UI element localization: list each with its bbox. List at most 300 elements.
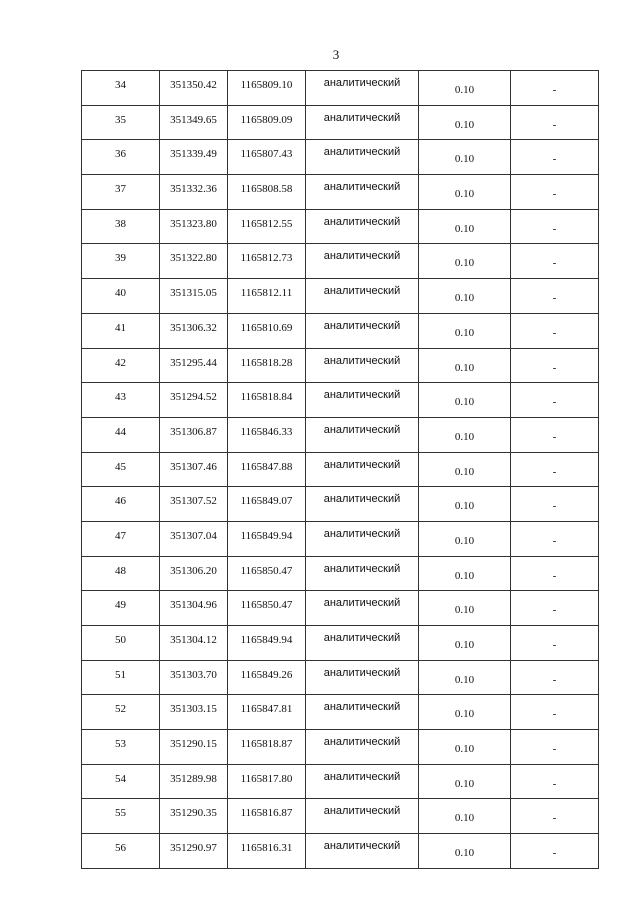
table-row — [82, 279, 599, 314]
point-number-cell — [82, 799, 160, 834]
method-cell-text: аналитический — [323, 493, 401, 506]
note-cell-text: - — [552, 534, 557, 547]
x-coordinate-cell — [160, 348, 228, 383]
point-number-cell-text: 52 — [115, 703, 126, 716]
x-coordinate-cell-text: 351306.87 — [170, 425, 217, 438]
point-number-cell — [82, 730, 160, 765]
point-number-cell-text: 54 — [115, 772, 126, 785]
y-coordinate-cell-text: 1165808.58 — [240, 183, 293, 196]
y-coordinate-cell — [228, 487, 306, 522]
y-coordinate-cell-text: 1165849.07 — [240, 495, 293, 508]
accuracy-cell-text: 0.10 — [454, 396, 475, 409]
method-cell — [306, 764, 419, 799]
point-number-cell-text: 53 — [115, 738, 126, 751]
x-coordinate-cell-text: 351290.35 — [170, 807, 217, 820]
x-coordinate-cell — [160, 799, 228, 834]
y-coordinate-cell-text: 1165809.10 — [240, 79, 293, 91]
accuracy-cell-text: 0.10 — [454, 361, 475, 374]
table-row — [82, 244, 599, 279]
accuracy-cell — [419, 487, 511, 522]
note-cell-text: - — [552, 153, 557, 166]
note-cell-text: - — [552, 361, 557, 374]
x-coordinate-cell-text: 351323.80 — [170, 217, 217, 230]
point-number-cell — [82, 313, 160, 348]
note-cell-text: - — [552, 708, 557, 721]
table-row — [82, 487, 599, 522]
method-cell-text: аналитический — [323, 250, 401, 263]
method-cell — [306, 452, 419, 487]
x-coordinate-cell — [160, 626, 228, 661]
point-number-cell — [82, 660, 160, 695]
method-cell — [306, 383, 419, 418]
point-number-cell-text: 39 — [115, 252, 126, 265]
method-cell — [306, 417, 419, 452]
accuracy-cell — [419, 209, 511, 244]
x-coordinate-cell — [160, 140, 228, 175]
y-coordinate-cell-text: 1165850.47 — [240, 599, 293, 612]
x-coordinate-cell — [160, 244, 228, 279]
accuracy-cell-text: 0.10 — [454, 708, 475, 721]
x-coordinate-cell — [160, 383, 228, 418]
x-coordinate-cell-text: 351349.65 — [170, 113, 217, 126]
note-cell — [511, 626, 599, 661]
method-cell — [306, 556, 419, 591]
note-cell — [511, 452, 599, 487]
y-coordinate-cell-text: 1165818.87 — [240, 738, 293, 751]
accuracy-cell-text: 0.10 — [454, 292, 475, 305]
method-cell-text: аналитический — [323, 458, 401, 471]
note-cell — [511, 348, 599, 383]
note-cell — [511, 764, 599, 799]
point-number-cell — [82, 140, 160, 175]
accuracy-cell — [419, 383, 511, 418]
x-coordinate-cell — [160, 71, 228, 106]
y-coordinate-cell-text: 1165847.81 — [240, 703, 293, 716]
x-coordinate-cell-text: 351339.49 — [170, 148, 217, 161]
method-cell — [306, 834, 419, 869]
point-number-cell-text: 40 — [115, 287, 126, 300]
y-coordinate-cell — [228, 452, 306, 487]
page-number: 3 — [332, 47, 340, 62]
y-coordinate-cell-text: 1165847.88 — [240, 460, 293, 473]
method-cell-text: аналитический — [323, 666, 401, 679]
accuracy-cell — [419, 279, 511, 314]
method-cell-text: аналитический — [323, 111, 401, 124]
y-coordinate-cell-text: 1165816.31 — [240, 842, 293, 855]
x-coordinate-cell — [160, 105, 228, 140]
accuracy-cell — [419, 799, 511, 834]
method-cell-text: аналитический — [323, 562, 401, 575]
accuracy-cell-text: 0.10 — [454, 847, 475, 860]
y-coordinate-cell-text: 1165810.69 — [240, 321, 293, 334]
note-cell-text: - — [552, 257, 557, 270]
accuracy-cell — [419, 71, 511, 106]
y-coordinate-cell-text: 1165850.47 — [240, 564, 293, 577]
accuracy-cell-text: 0.10 — [454, 534, 475, 547]
x-coordinate-cell — [160, 175, 228, 210]
accuracy-cell — [419, 140, 511, 175]
accuracy-cell-text: 0.10 — [454, 118, 475, 131]
y-coordinate-cell-text: 1165817.80 — [240, 772, 293, 785]
point-number-cell-text: 49 — [115, 599, 126, 612]
x-coordinate-cell — [160, 591, 228, 626]
y-coordinate-cell — [228, 105, 306, 140]
accuracy-cell-text: 0.10 — [454, 465, 475, 478]
accuracy-cell-text: 0.10 — [454, 188, 475, 201]
accuracy-cell — [419, 175, 511, 210]
accuracy-cell-text: 0.10 — [454, 430, 475, 443]
note-cell — [511, 175, 599, 210]
note-cell-text: - — [552, 118, 557, 131]
x-coordinate-cell-text: 351306.20 — [170, 564, 217, 577]
note-cell-text: - — [552, 84, 557, 96]
y-coordinate-cell-text: 1165849.26 — [240, 668, 293, 681]
note-cell-text: - — [552, 604, 557, 617]
accuracy-cell — [419, 348, 511, 383]
table-row — [82, 175, 599, 210]
method-cell-text: аналитический — [323, 597, 401, 610]
x-coordinate-cell-text: 351290.15 — [170, 738, 217, 751]
point-number-cell — [82, 383, 160, 418]
method-cell-text: аналитический — [323, 77, 401, 89]
table-row — [82, 799, 599, 834]
point-number-cell-text: 41 — [115, 321, 126, 334]
note-cell — [511, 834, 599, 869]
x-coordinate-cell — [160, 764, 228, 799]
x-coordinate-cell — [160, 279, 228, 314]
point-number-cell-text: 46 — [115, 495, 126, 508]
coordinates-table-body — [82, 71, 599, 869]
accuracy-cell — [419, 521, 511, 556]
method-cell-text: аналитический — [323, 701, 401, 714]
method-cell — [306, 521, 419, 556]
point-number-cell-text: 48 — [115, 564, 126, 577]
accuracy-cell-text: 0.10 — [454, 153, 475, 166]
x-coordinate-cell-text: 351303.15 — [170, 703, 217, 716]
method-cell-text: аналитический — [323, 215, 401, 228]
y-coordinate-cell — [228, 521, 306, 556]
point-number-cell-text: 47 — [115, 529, 126, 542]
note-cell — [511, 105, 599, 140]
x-coordinate-cell-text: 351295.44 — [170, 356, 217, 369]
table-row — [82, 209, 599, 244]
point-number-cell-text: 51 — [115, 668, 126, 681]
method-cell — [306, 175, 419, 210]
point-number-cell — [82, 279, 160, 314]
point-number-cell-text: 43 — [115, 391, 126, 404]
y-coordinate-cell-text: 1165812.55 — [240, 217, 293, 230]
note-cell-text: - — [552, 639, 557, 651]
table-row — [82, 556, 599, 591]
x-coordinate-cell — [160, 695, 228, 730]
y-coordinate-cell — [228, 591, 306, 626]
note-cell — [511, 556, 599, 591]
table-row — [82, 383, 599, 418]
note-cell-text: - — [552, 777, 557, 790]
point-number-cell-text: 34 — [115, 79, 126, 91]
accuracy-cell — [419, 695, 511, 730]
note-cell-text: - — [552, 188, 557, 201]
note-cell — [511, 799, 599, 834]
y-coordinate-cell — [228, 626, 306, 661]
table-row — [82, 695, 599, 730]
x-coordinate-cell — [160, 487, 228, 522]
method-cell — [306, 626, 419, 661]
x-coordinate-cell — [160, 660, 228, 695]
method-cell — [306, 279, 419, 314]
note-cell-text: - — [552, 292, 557, 305]
accuracy-cell — [419, 313, 511, 348]
accuracy-cell-text: 0.10 — [454, 84, 475, 96]
x-coordinate-cell-text: 351303.70 — [170, 668, 217, 681]
point-number-cell-text: 35 — [115, 113, 126, 126]
accuracy-cell-text: 0.10 — [454, 257, 475, 270]
table-row — [82, 764, 599, 799]
accuracy-cell — [419, 834, 511, 869]
point-number-cell — [82, 834, 160, 869]
method-cell — [306, 140, 419, 175]
note-cell-text: - — [552, 673, 557, 686]
point-number-cell — [82, 105, 160, 140]
y-coordinate-cell — [228, 417, 306, 452]
accuracy-cell — [419, 626, 511, 661]
method-cell — [306, 209, 419, 244]
table-row — [82, 834, 599, 869]
method-cell — [306, 799, 419, 834]
note-cell — [511, 591, 599, 626]
x-coordinate-cell-text: 351304.96 — [170, 599, 217, 612]
x-coordinate-cell — [160, 556, 228, 591]
accuracy-cell-text: 0.10 — [454, 812, 475, 825]
accuracy-cell — [419, 244, 511, 279]
y-coordinate-cell — [228, 764, 306, 799]
method-cell — [306, 71, 419, 106]
y-coordinate-cell — [228, 313, 306, 348]
table-row — [82, 313, 599, 348]
accuracy-cell — [419, 764, 511, 799]
accuracy-cell-text: 0.10 — [454, 777, 475, 790]
accuracy-cell — [419, 556, 511, 591]
method-cell-text: аналитический — [323, 389, 401, 402]
method-cell — [306, 348, 419, 383]
accuracy-cell-text: 0.10 — [454, 743, 475, 756]
table-row — [82, 348, 599, 383]
note-cell — [511, 417, 599, 452]
y-coordinate-cell — [228, 71, 306, 106]
method-cell-text: аналитический — [323, 181, 401, 194]
point-number-cell-text: 44 — [115, 425, 126, 438]
point-number-cell — [82, 244, 160, 279]
point-number-cell-text: 45 — [115, 460, 126, 473]
y-coordinate-cell-text: 1165849.94 — [240, 634, 293, 646]
accuracy-cell — [419, 591, 511, 626]
note-cell — [511, 521, 599, 556]
accuracy-cell-text: 0.10 — [454, 222, 475, 235]
y-coordinate-cell — [228, 383, 306, 418]
note-cell-text: - — [552, 500, 557, 513]
accuracy-cell-text: 0.10 — [454, 326, 475, 339]
y-coordinate-cell-text: 1165816.87 — [240, 807, 293, 820]
y-coordinate-cell-text: 1165812.73 — [240, 252, 293, 265]
method-cell-text: аналитический — [323, 805, 401, 818]
point-number-cell-text: 37 — [115, 183, 126, 196]
note-cell-text: - — [552, 743, 557, 756]
point-number-cell — [82, 348, 160, 383]
y-coordinate-cell — [228, 695, 306, 730]
accuracy-cell-text: 0.10 — [454, 500, 475, 513]
point-number-cell — [82, 695, 160, 730]
method-cell-text: аналитический — [323, 770, 401, 783]
x-coordinate-cell — [160, 452, 228, 487]
accuracy-cell-text: 0.10 — [454, 673, 475, 686]
note-cell — [511, 383, 599, 418]
note-cell-text: - — [552, 222, 557, 235]
method-cell-text: аналитический — [323, 840, 401, 853]
method-cell-text: аналитический — [323, 285, 401, 298]
method-cell — [306, 487, 419, 522]
y-coordinate-cell — [228, 834, 306, 869]
x-coordinate-cell-text: 351307.04 — [170, 529, 217, 542]
x-coordinate-cell-text: 351315.05 — [170, 287, 217, 300]
x-coordinate-cell-text: 351289.98 — [170, 772, 217, 785]
note-cell — [511, 487, 599, 522]
table-row — [82, 626, 599, 661]
note-cell-text: - — [552, 396, 557, 409]
x-coordinate-cell-text: 351294.52 — [170, 391, 217, 404]
point-number-cell-text: 42 — [115, 356, 126, 369]
method-cell-text: аналитический — [323, 423, 401, 436]
note-cell — [511, 244, 599, 279]
accuracy-cell — [419, 105, 511, 140]
y-coordinate-cell — [228, 140, 306, 175]
table-row — [82, 71, 599, 106]
table-row — [82, 140, 599, 175]
table-row — [82, 521, 599, 556]
method-cell — [306, 730, 419, 765]
point-number-cell — [82, 626, 160, 661]
table-row — [82, 452, 599, 487]
y-coordinate-cell — [228, 799, 306, 834]
table-row — [82, 591, 599, 626]
point-number-cell — [82, 175, 160, 210]
y-coordinate-cell-text: 1165818.84 — [240, 391, 293, 404]
y-coordinate-cell — [228, 348, 306, 383]
note-cell-text: - — [552, 430, 557, 443]
y-coordinate-cell-text: 1165807.43 — [240, 148, 293, 161]
point-number-cell — [82, 209, 160, 244]
point-number-cell — [82, 764, 160, 799]
point-number-cell — [82, 556, 160, 591]
note-cell — [511, 695, 599, 730]
method-cell — [306, 695, 419, 730]
method-cell — [306, 660, 419, 695]
point-number-cell-text: 50 — [115, 634, 126, 646]
y-coordinate-cell-text: 1165812.11 — [240, 287, 293, 300]
point-number-cell-text: 38 — [115, 217, 126, 230]
method-cell — [306, 244, 419, 279]
accuracy-cell-text: 0.10 — [454, 604, 475, 617]
note-cell-text: - — [552, 569, 557, 582]
note-cell — [511, 660, 599, 695]
accuracy-cell-text: 0.10 — [454, 639, 475, 651]
point-number-cell — [82, 452, 160, 487]
x-coordinate-cell-text: 351306.32 — [170, 321, 217, 334]
note-cell — [511, 209, 599, 244]
note-cell — [511, 730, 599, 765]
note-cell — [511, 140, 599, 175]
x-coordinate-cell-text: 351322.80 — [170, 252, 217, 265]
point-number-cell — [82, 71, 160, 106]
table-row — [82, 730, 599, 765]
y-coordinate-cell-text: 1165849.94 — [240, 529, 293, 542]
point-number-cell — [82, 487, 160, 522]
note-cell — [511, 279, 599, 314]
y-coordinate-cell — [228, 209, 306, 244]
x-coordinate-cell-text: 351307.52 — [170, 495, 217, 508]
y-coordinate-cell — [228, 175, 306, 210]
note-cell — [511, 71, 599, 106]
x-coordinate-cell-text: 351350.42 — [170, 79, 217, 91]
table-row — [82, 105, 599, 140]
coordinates-table — [81, 70, 599, 869]
note-cell-text: - — [552, 326, 557, 339]
x-coordinate-cell — [160, 209, 228, 244]
method-cell — [306, 313, 419, 348]
accuracy-cell — [419, 660, 511, 695]
y-coordinate-cell — [228, 730, 306, 765]
note-cell-text: - — [552, 465, 557, 478]
method-cell-text: аналитический — [323, 319, 401, 332]
y-coordinate-cell — [228, 660, 306, 695]
method-cell — [306, 105, 419, 140]
x-coordinate-cell — [160, 313, 228, 348]
y-coordinate-cell-text: 1165809.09 — [240, 113, 293, 126]
point-number-cell — [82, 417, 160, 452]
x-coordinate-cell — [160, 730, 228, 765]
point-number-cell-text: 56 — [115, 842, 126, 855]
x-coordinate-cell-text: 351332.36 — [170, 183, 217, 196]
accuracy-cell — [419, 417, 511, 452]
accuracy-cell — [419, 452, 511, 487]
x-coordinate-cell — [160, 834, 228, 869]
y-coordinate-cell-text: 1165818.28 — [240, 356, 293, 369]
method-cell — [306, 591, 419, 626]
note-cell-text: - — [552, 812, 557, 825]
note-cell — [511, 313, 599, 348]
accuracy-cell — [419, 730, 511, 765]
note-cell-text: - — [552, 847, 557, 860]
y-coordinate-cell — [228, 556, 306, 591]
table-row — [82, 660, 599, 695]
point-number-cell — [82, 591, 160, 626]
point-number-cell-text: 55 — [115, 807, 126, 820]
table-row — [82, 417, 599, 452]
point-number-cell-text: 36 — [115, 148, 126, 161]
method-cell-text: аналитический — [323, 527, 401, 540]
method-cell-text: аналитический — [323, 736, 401, 749]
x-coordinate-cell-text: 351304.12 — [170, 634, 217, 646]
x-coordinate-cell — [160, 417, 228, 452]
x-coordinate-cell-text: 351290.97 — [170, 842, 217, 855]
x-coordinate-cell-text: 351307.46 — [170, 460, 217, 473]
y-coordinate-cell — [228, 279, 306, 314]
method-cell-text: аналитический — [323, 146, 401, 159]
y-coordinate-cell — [228, 244, 306, 279]
accuracy-cell-text: 0.10 — [454, 569, 475, 582]
point-number-cell — [82, 521, 160, 556]
method-cell-text: аналитический — [323, 354, 401, 367]
y-coordinate-cell-text: 1165846.33 — [240, 425, 293, 438]
